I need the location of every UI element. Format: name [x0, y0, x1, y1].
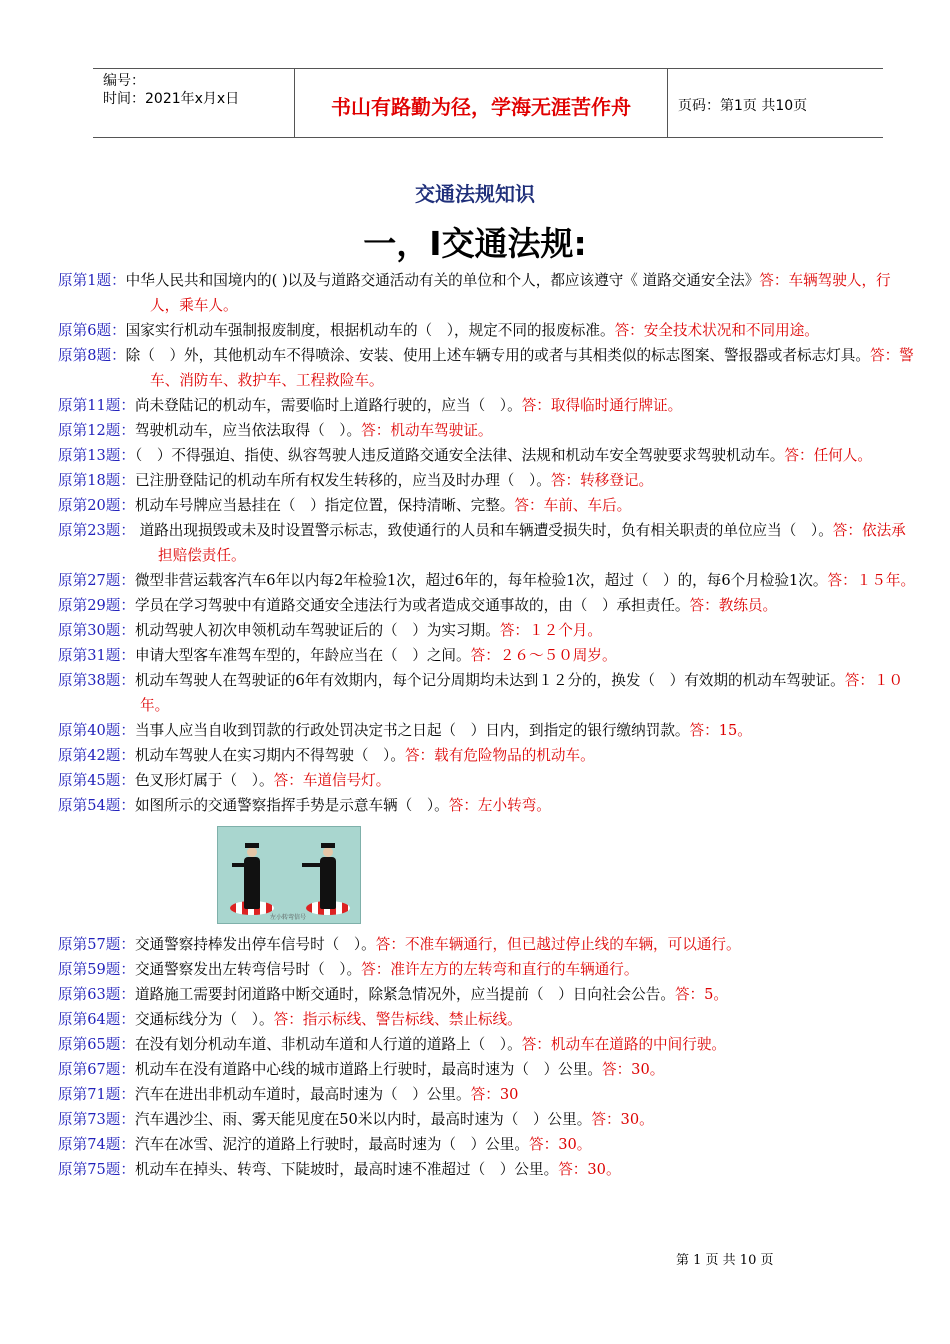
question-text: 机动车号牌应当悬挂在（ ）指定位置，保持清晰、完整。: [134, 497, 515, 514]
question-item: [58, 593, 918, 618]
question-answer: 答：任何人。: [784, 447, 872, 464]
question-answer: 答：车辆驾驶人，行人，乘车人。: [150, 272, 891, 314]
question-answer: 答：不准车辆通行，但已越过停止线的车辆，可以通行。: [375, 936, 741, 953]
document-title: 交通法规知识: [415, 182, 535, 206]
question-item: [58, 768, 918, 793]
question-item: [58, 493, 918, 518]
officer-right-cap: [321, 843, 335, 848]
question-label: 原第45题：: [58, 772, 135, 789]
question-item: [58, 468, 918, 493]
question-text: 驾驶机动车，应当依法取得（ ）。: [134, 422, 362, 439]
question-answer: 答：30。: [591, 1111, 654, 1128]
question-answer: 答：30。: [558, 1161, 621, 1178]
question-answer: 答：警车、消防车、救护车、工程救险车。: [150, 347, 914, 389]
question-item: [58, 518, 918, 568]
question-group-a: [58, 268, 918, 818]
question-item: [58, 343, 918, 393]
question-text: 色叉形灯属于（ ）。: [134, 772, 274, 789]
question-group-b: [58, 932, 918, 1182]
question-label: 原第23题：: [58, 522, 135, 539]
question-label: 原第59题：: [58, 961, 135, 978]
question-text: 已注册登陆记的机动车所有权发生转移的，应当及时办理（ ）。: [134, 472, 551, 489]
question-label: 原第75题：: [58, 1161, 135, 1178]
question-label: 原第40题：: [58, 722, 135, 739]
section-title: 一，Ⅰ交通法规:: [363, 224, 587, 263]
question-answer: 答：左小转弯。: [448, 797, 551, 814]
question-item: [58, 957, 918, 982]
question-item: [58, 1057, 918, 1082]
question-label: 原第67题：: [58, 1061, 135, 1078]
question-text: 机动车驾驶人在驾驶证的6年有效期内，每个记分周期均未达到１２分的，换发（ ）有效期的机动车驾驶证。: [134, 672, 845, 689]
header-id-label: 编号：: [103, 73, 145, 89]
question-label: 原第30题：: [58, 622, 135, 639]
header-motto: 书山有路勤为径，学海无涯苦作舟: [331, 95, 631, 119]
question-answer: 答：5。: [674, 986, 729, 1003]
question-item: [58, 743, 918, 768]
question-answer: 答：机动车驾驶证。: [361, 422, 493, 439]
traffic-police-gesture-figure: [217, 826, 361, 924]
question-label: 原第6题：: [58, 322, 126, 339]
question-text: 机动车在掉头、转弯、下陡坡时，最高时速不准超过（ ）公里。: [134, 1161, 559, 1178]
question-label: 原第63题：: [58, 986, 135, 1003]
question-label: 原第11题：: [58, 397, 135, 414]
question-text: 学员在学习驾驶中有道路交通安全违法行为或者造成交通事故的，由（ ）承担责任。: [134, 597, 690, 614]
question-answer: 答：指示标线、警告标线、禁止标线。: [273, 1011, 522, 1028]
question-answer: 答：安全技术状况和不同用途。: [614, 322, 819, 339]
question-text: 机动车驾驶人在实习期内不得驾驶（ ）。: [134, 747, 405, 764]
question-answer: 答：车道信号灯。: [273, 772, 391, 789]
question-text: 汽车在冰雪、泥泞的道路上行驶时，最高时速为（ ）公里。: [134, 1136, 529, 1153]
question-label: 原第65题：: [58, 1036, 135, 1053]
question-label: 原第54题：: [58, 797, 135, 814]
question-text: 当事人应当自收到罚款的行政处罚决定书之日起（ ）日内，到指定的银行缴纳罚款。: [134, 722, 690, 739]
question-label: 原第73题：: [58, 1111, 135, 1128]
question-answer: 答：依法承担赔偿责任。: [158, 522, 906, 564]
header-page-cell: [668, 69, 883, 137]
question-item: [58, 618, 918, 643]
question-answer: 答：车前、车后。: [514, 497, 632, 514]
question-item: [58, 932, 918, 957]
question-item: [58, 1082, 918, 1107]
question-answer: 答：15。: [689, 722, 752, 739]
question-answer: 答：30: [470, 1086, 519, 1103]
officer-right-arm: [302, 863, 322, 867]
question-answer: 答：转移登记。: [550, 472, 654, 489]
question-text: （ ）不得强迫、指使、纵容驾驶人违反道路交通安全法律、法规和机动车安全驾驶要求驾驶机动车。: [134, 447, 785, 464]
question-answer: 答：２６～５０周岁。: [470, 647, 617, 664]
question-text: 国家实行机动车强制报废制度，根据机动车的（ ），规定不同的报废标准。: [125, 322, 615, 339]
officer-left: [244, 857, 260, 909]
question-item: [58, 982, 918, 1007]
officer-left-arm: [232, 863, 246, 867]
question-item: [58, 718, 918, 743]
question-text: 机动车在没有道路中心线的城市道路上行驶时，最高时速为（ ）公里。: [134, 1061, 602, 1078]
question-label: 原第38题：: [58, 672, 135, 689]
question-answer: 答：准许左方的左转弯和直行的车辆通行。: [361, 961, 639, 978]
question-label: 原第31题：: [58, 647, 135, 664]
header-page-info: 页码：第1页 共10页: [678, 98, 808, 114]
question-label: 原第57题：: [58, 936, 135, 953]
question-item: [58, 643, 918, 668]
header-meta-cell: [93, 69, 295, 137]
question-answer: 答：１５年。: [827, 572, 916, 589]
officer-left-cap: [245, 843, 259, 848]
question-item: [58, 1107, 918, 1132]
question-label: 原第71题：: [58, 1086, 135, 1103]
question-answer: 答：教练员。: [689, 597, 778, 614]
question-text: 申请大型客车准驾车型的，年龄应当在（ ）之间。: [134, 647, 471, 664]
header-time-label: 时间：2021年x月x日: [103, 91, 240, 107]
question-item: [58, 1007, 918, 1032]
question-item: [58, 1032, 918, 1057]
question-list: [58, 268, 918, 1182]
question-item: [58, 568, 918, 593]
question-text: 微型非营运载客汽车6年以内每2年检验1次，超过6年的，每年检验1次，超过（ ）的，每6个月检验1次。: [134, 572, 828, 589]
question-answer: 答：１０年。: [140, 672, 904, 714]
question-text: 在没有划分机动车道、非机动车道和人行道的道路上（ ）。: [134, 1036, 522, 1053]
question-label: 原第29题：: [58, 597, 135, 614]
question-label: 原第64题：: [58, 1011, 135, 1028]
question-answer: 答：30。: [601, 1061, 665, 1078]
page-footer: 第 1 页 共 10 页: [676, 1253, 774, 1268]
question-label: 原第27题：: [58, 572, 135, 589]
question-text: 除（ ）外，其他机动车不得喷涂、安装、使用上述车辆专用的或者与其相类似的标志图案、警报器或者标志灯具。: [125, 347, 870, 364]
question-item: [58, 1132, 918, 1157]
question-label: 原第20题：: [58, 497, 135, 514]
question-text: 汽车在进出非机动车道时，最高时速为（ ）公里。: [134, 1086, 471, 1103]
question-label: 原第74题：: [58, 1136, 135, 1153]
question-answer: 答：30。: [529, 1136, 592, 1153]
question-item: [58, 1157, 918, 1182]
question-answer: 答：取得临时通行牌证。: [521, 397, 683, 414]
header-table: [93, 68, 883, 138]
question-answer: 答：载有危险物品的机动车。: [404, 747, 595, 764]
header-motto-cell: [295, 69, 668, 137]
question-text: 交通警察持棒发出停车信号时（ ）。: [134, 936, 376, 953]
officer-right-head: [323, 847, 333, 857]
officer-left-head: [247, 847, 257, 857]
question-label: 原第8题：: [58, 347, 126, 364]
question-label: 原第42题：: [58, 747, 135, 764]
question-item: [58, 318, 918, 343]
question-text: 机动驾驶人初次申领机动车驾驶证后的（ ）为实习期。: [134, 622, 500, 639]
question-item: [58, 393, 918, 418]
question-label: 原第1题：: [58, 272, 126, 289]
question-label: 原第12题：: [58, 422, 135, 439]
question-item: [58, 793, 918, 818]
question-item: [58, 268, 918, 318]
question-label: 原第13题：: [58, 447, 135, 464]
question-text: 汽车遇沙尘、雨、雾天能见度在50米以内时，最高时速为（ ）公里。: [134, 1111, 592, 1128]
officer-right: [320, 857, 336, 909]
question-answer: 答：机动车在道路的中间行驶。: [521, 1036, 727, 1053]
question-answer: 答：１２个月。: [499, 622, 602, 639]
question-item: [58, 443, 918, 468]
question-text: 交通警察发出左转弯信号时（ ）。: [134, 961, 362, 978]
question-item: [58, 418, 918, 443]
question-item: [58, 668, 918, 718]
question-text: 如图所示的交通警察指挥手势是示意车辆（ ）。: [134, 797, 449, 814]
figure-caption: 左小转弯信号: [270, 914, 307, 921]
question-text: 尚未登陆记的机动车，需要临时上道路行驶的，应当（ ）。: [134, 397, 522, 414]
question-text: 交通标线分为（ ）。: [134, 1011, 274, 1028]
question-text: 中华人民共和国境内的( )以及与道路交通活动有关的单位和个人，都应该遵守《 道路交通安全法》: [125, 272, 760, 289]
question-text: 道路出现损毁或未及时设置警示标志，致使通行的人员和车辆遭受损失时，负有相关职责的单位应当（ ）。: [134, 522, 833, 539]
question-label: 原第18题：: [58, 472, 135, 489]
question-text: 道路施工需要封闭道路中断交通时，除紧急情况外，应当提前（ ）日向社会公告。: [134, 986, 675, 1003]
